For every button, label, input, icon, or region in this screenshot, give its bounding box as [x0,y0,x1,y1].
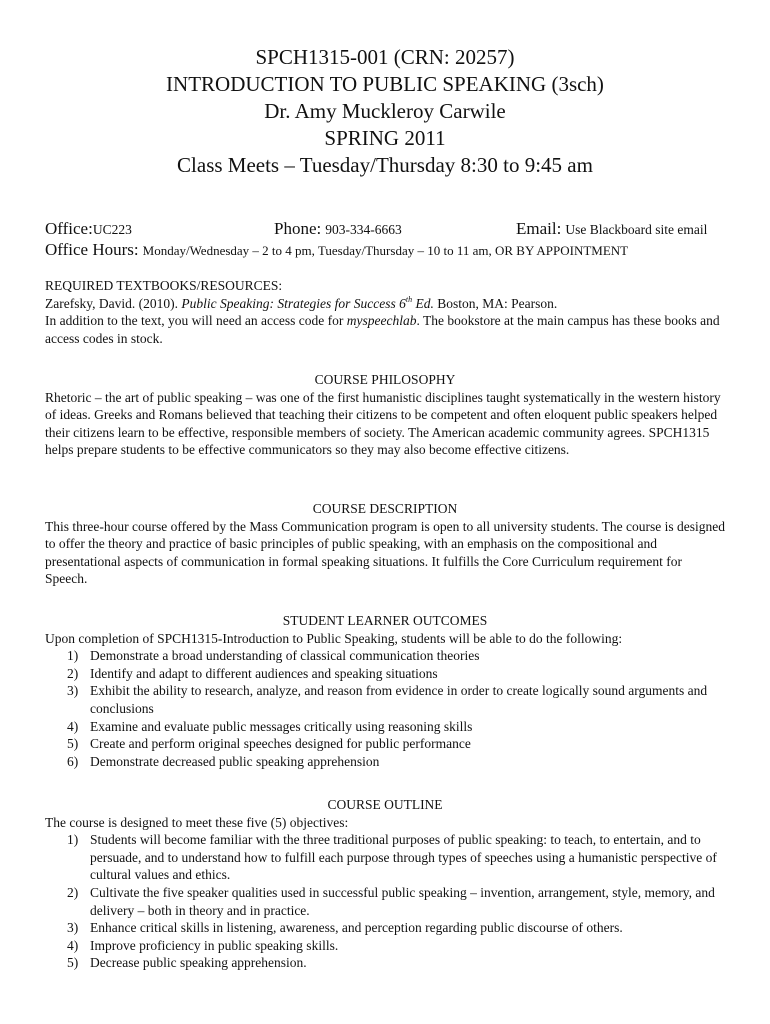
list-item [45,735,725,753]
list-item [45,954,725,972]
list-text: Create and perform original speeches designed for public performance [90,736,471,752]
office-value: UC223 [92,222,132,237]
course-title: INTRODUCTION TO PUBLIC SPEAKING (3sch) [166,72,604,96]
outline-intro: The course is designed to meet these five (5) objectives: [45,814,349,830]
textbooks-heading: REQUIRED TEXTBOOKS/RESOURCES: [45,278,283,293]
list-number: 6) [67,753,79,769]
office-hours-row [45,240,735,260]
list-number: 3) [67,920,79,936]
citation-edition: Ed. [415,295,434,311]
contact-row [45,219,735,241]
access-note-rest: . The bookstore at the main campus has these books and access codes in stock. [45,313,720,346]
list-item [45,937,725,955]
list-item [45,718,725,736]
philosophy-heading: COURSE PHILOSOPHY [314,372,456,387]
list-item [45,831,725,884]
phone-value: 903-334-6663 [325,222,402,237]
outcomes-list [45,647,725,770]
email-label: Email: [516,219,562,238]
list-number: 5) [67,736,79,752]
list-item [45,665,725,683]
access-note-text: In addition to the text, you will need an access code for [45,313,344,329]
description-section [45,500,725,588]
list-number: 1) [67,832,79,848]
outline-section [45,796,725,972]
list-number: 2) [67,665,79,681]
citation-author: Zarefsky, David. (2010). [45,295,178,311]
list-text: Demonstrate decreased public speaking apprehension [90,753,380,769]
philosophy-body: Rhetoric – the art of public speaking – was one of the first humanistic disciplines taught systematically in the western history of ideas. Greeks and Romans believed that teaching their citizens to be competent and often eloquent public speakers helped their citizens learn to be effective, responsible members of society. The American academic community agrees. SPCH1315 helps prepare students to be effective communicators so they may also become effective citizens. [45,389,721,458]
textbooks-section [45,277,725,347]
office-info [45,219,132,239]
outline-heading: COURSE OUTLINE [327,797,443,812]
list-number: 4) [67,718,79,734]
list-text: Decrease public speaking apprehension. [90,955,307,971]
access-note-product: myspeechlab [346,313,417,329]
term: SPRING 2011 [324,126,446,150]
description-body: This three-hour course offered by the Mass Communication program is open to all university students. The course is designed to offer the theory and practice of basic principles of public speaking, with an emphasis on the compositional and presentational aspects of communication in formal speaking situations. It fulfills the Core Curriculum requirement for Speech. [45,518,725,587]
outcomes-section [45,612,725,770]
outcomes-intro: Upon completion of SPCH1315-Introduction to Public Speaking, students will be able to do the following: [45,630,623,646]
list-text: Demonstrate a broad understanding of classical communication theories [90,648,480,664]
list-text: Cultivate the five speaker qualities used in successful public speaking – invention, arrangement, style, memory, and delivery – both in theory and in practice. [90,884,715,918]
list-text: Exhibit the ability to research, analyze, and reason from evidence in order to create logically sound arguments and conclusions [90,683,708,716]
list-text: Enhance critical skills in listening, awareness, and perception regarding public discourse of others. [90,920,623,936]
phone-info [274,219,402,239]
citation-title [181,296,434,311]
list-number: 2) [67,884,79,900]
phone-label: Phone: [274,219,322,238]
list-item [45,647,725,665]
philosophy-section [45,371,725,459]
office-hours-value: Monday/Wednesday – 2 to 4 pm, Tuesday/Thursday – 10 to 11 am, OR BY APPOINTMENT [142,243,629,258]
textbook-citation [45,295,725,313]
list-number: 4) [67,937,79,953]
citation-title-text: Public Speaking: Strategies for Success 6 [181,295,406,311]
list-item [45,919,725,937]
citation-edition-sup: th [405,294,413,304]
description-heading: COURSE DESCRIPTION [312,501,458,516]
outline-list [45,831,725,972]
list-item [45,753,725,771]
list-item [45,884,725,919]
list-text: Students will become familiar with the three traditional purposes of public speaking: to teach, to entertain, and to persuade, and to understand how to fulfill each purpose through types of speeches using a humanistic perspective of cultural values and ethics. [90,832,717,883]
list-text: Identify and adapt to different audiences and speaking situations [90,665,438,681]
email-value: Use Blackboard site email [565,222,708,237]
syllabus-header [0,44,770,179]
office-hours-label: Office Hours: [45,240,139,259]
course-code: SPCH1315-001 (CRN: 20257) [255,45,515,69]
email-info [516,219,707,239]
meeting-times: Class Meets – Tuesday/Thursday 8:30 to 9:45 am [177,153,593,177]
access-code-note [45,312,725,347]
list-text: Examine and evaluate public messages critically using reasoning skills [90,718,473,734]
office-label: Office: [45,219,93,238]
list-number: 1) [67,648,79,664]
list-number: 3) [67,683,79,699]
list-item [45,682,725,717]
outcomes-heading: STUDENT LEARNER OUTCOMES [282,613,488,628]
list-number: 5) [67,955,79,971]
citation-publisher: Boston, MA: Pearson. [437,295,558,311]
list-text: Improve proficiency in public speaking skills. [90,937,339,953]
instructor-name: Dr. Amy Muckleroy Carwile [264,99,506,123]
